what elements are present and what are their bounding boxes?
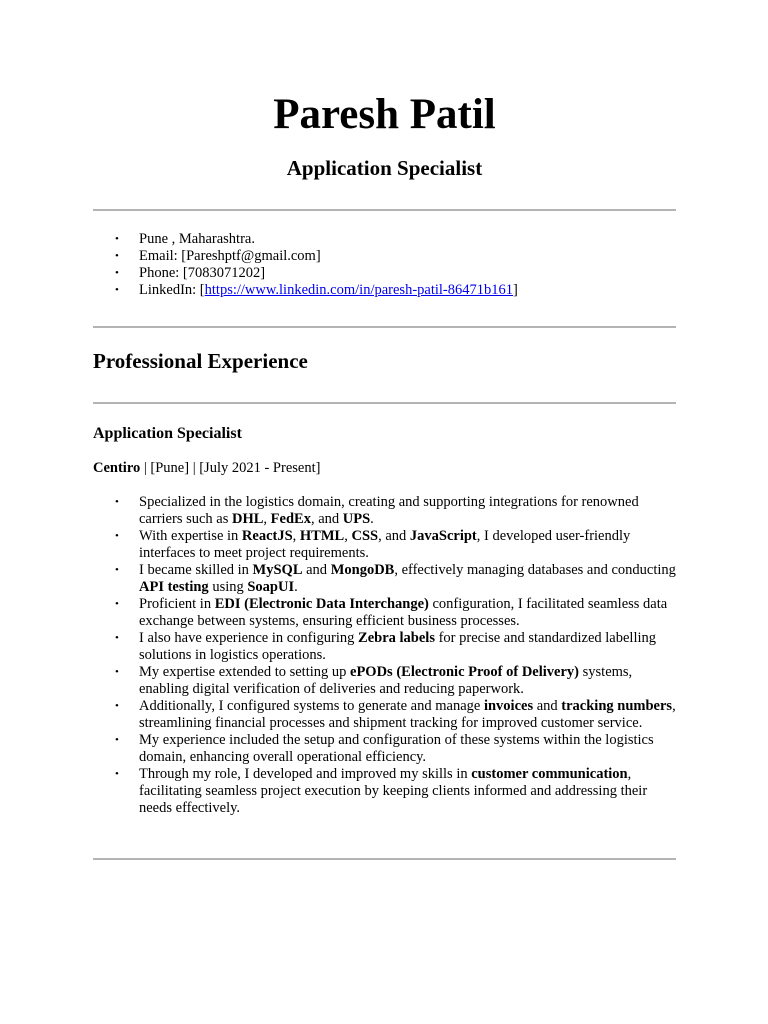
company-name: Centiro (93, 460, 141, 476)
list-item: • Specialized in the logistics domain, creating and supporting integrations for renowned carriers such as DHL, FedEx, and UPS. (93, 494, 676, 528)
contact-email: • Email: [Pareshptf@gmail.com] (93, 248, 676, 265)
contact-linkedin (93, 282, 676, 299)
candidate-title: Application Specialist (286, 156, 483, 180)
company-details: | [Pune] | [July 2021 - Present] (140, 460, 321, 476)
divider (93, 326, 676, 328)
list-item: • I also have experience in configuring Zebra labels for precise and standardized labelling solutions in logistics operations. (93, 630, 676, 664)
list-item: • Additionally, I configured systems to generate and manage invoices and tracking numbers, streamlining financial processes and shipment tracking for improved customer service. (93, 698, 676, 732)
divider (93, 209, 676, 211)
list-item: • I became skilled in MySQL and MongoDB, effectively managing databases and conducting API testing using SoapUI. (93, 562, 676, 596)
linkedin-link[interactable]: https://www.linkedin.com/in/paresh-patil-86471b161 (204, 282, 513, 298)
candidate-name: Paresh Patil (273, 91, 496, 138)
list-item: • Through my role, I developed and improved my skills in customer communication, facilitating seamless project execution by keeping clients informed and addressing their needs effectively. (93, 766, 676, 817)
list-item: • My experience included the setup and configuration of these systems within the logistics domain, enhancing overall operational efficiency. (93, 732, 676, 766)
linkedin-label: LinkedIn: [ (139, 282, 205, 298)
list-item: • With expertise in ReactJS, HTML, CSS, and JavaScript, I developed user-friendly interfaces to meet project requirements. (93, 528, 676, 562)
divider (93, 402, 676, 404)
company-line (93, 460, 320, 477)
contact-list (93, 231, 676, 299)
section-title-experience: Professional Experience (93, 349, 308, 373)
list-item: • My expertise extended to setting up ePODs (Electronic Proof of Delivery) systems, enabling digital verification of deliveries and reducing paperwork. (93, 664, 676, 698)
duties-list (93, 494, 676, 817)
contact-location: • Pune , Maharashtra. (93, 231, 676, 248)
list-item: • Proficient in EDI (Electronic Data Interchange) configuration, I facilitated seamless data exchange between systems, ensuring efficient business processes. (93, 596, 676, 630)
job-title: Application Specialist (93, 425, 242, 442)
divider (93, 858, 676, 860)
linkedin-close: ] (513, 282, 518, 298)
contact-phone: • Phone: [7083071202] (93, 265, 676, 282)
